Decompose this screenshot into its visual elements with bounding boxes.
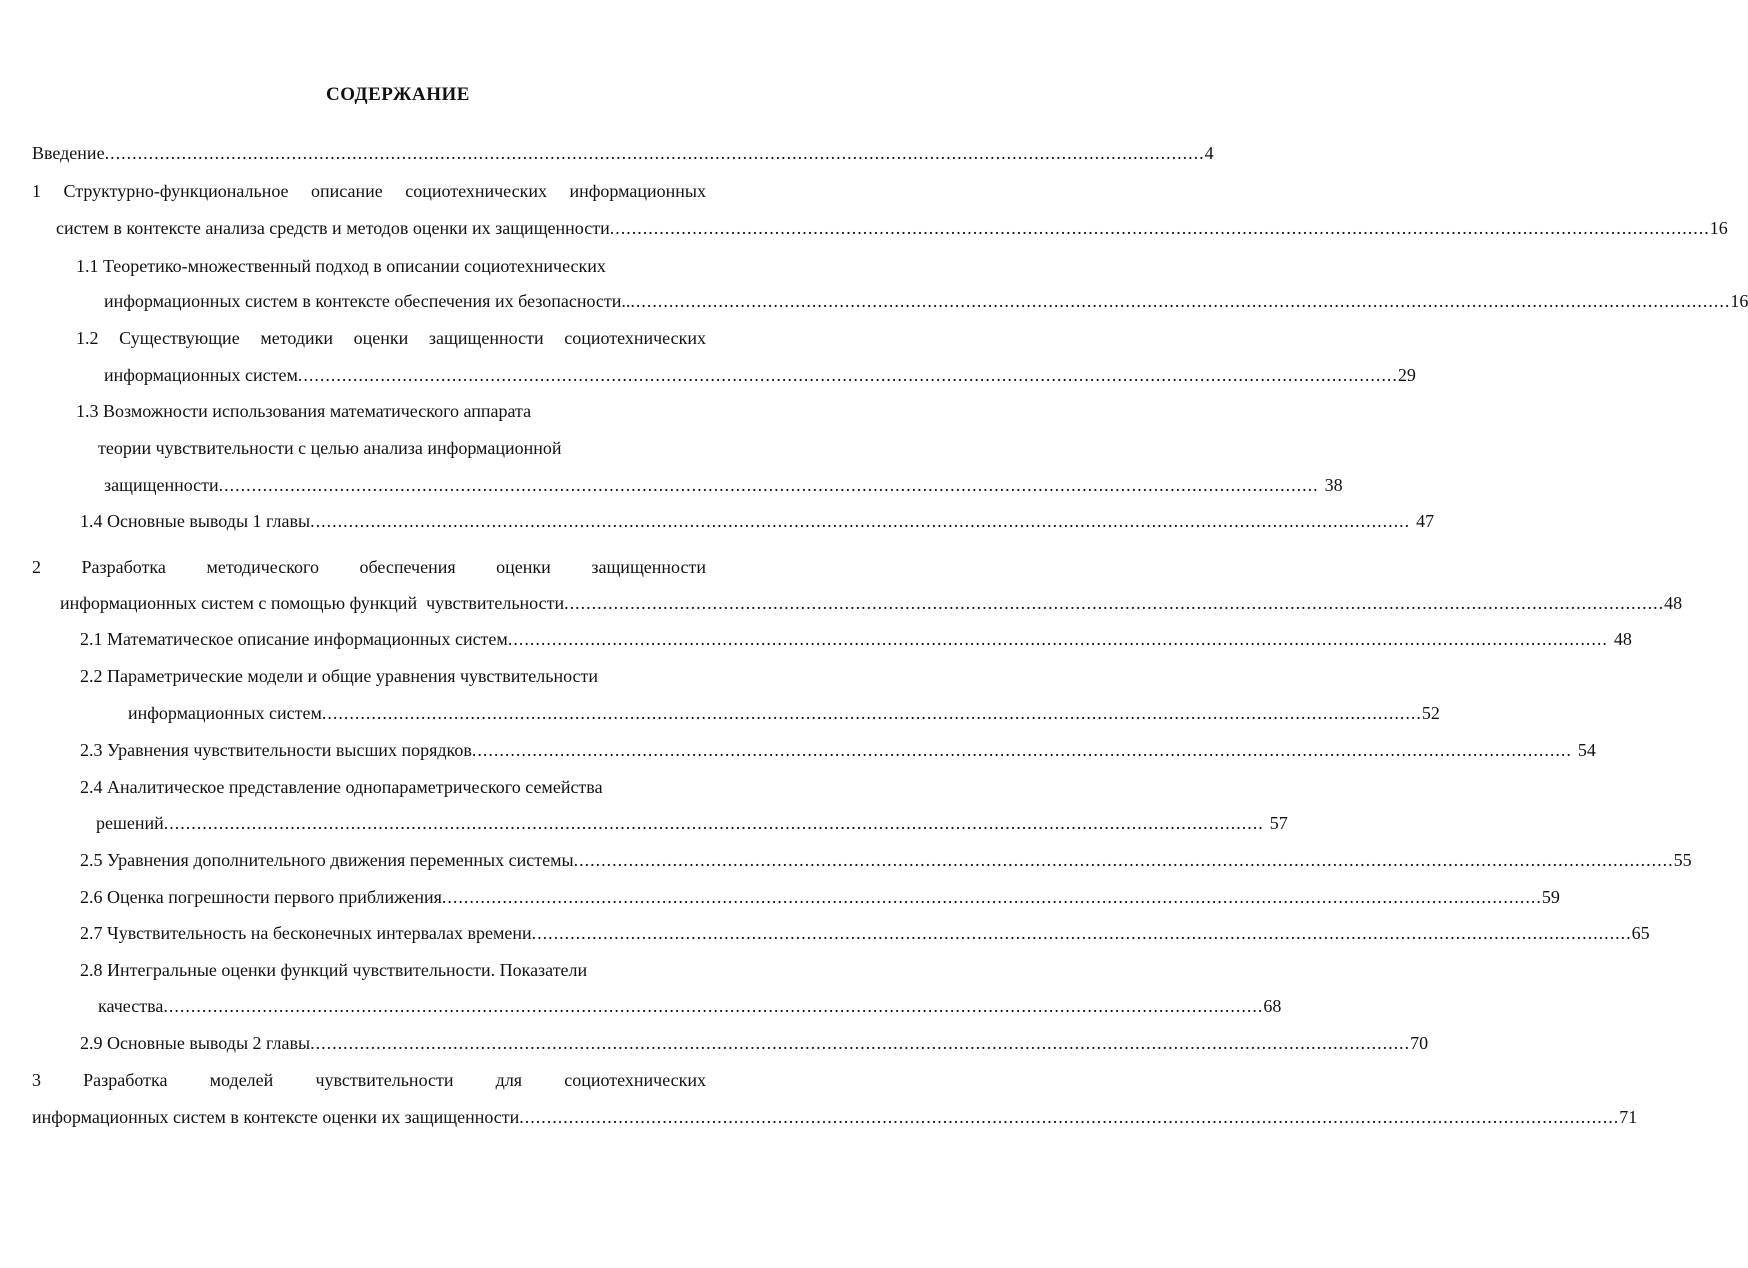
leader-dots: ........................................................................................................................................................................................................ bbox=[310, 1033, 1411, 1053]
toc-entry-text: 1.4 Основные выводы 1 главы bbox=[80, 511, 311, 531]
toc-section-1-2-line1: 1.2 Существующие методики оценки защищенности социотехнических bbox=[76, 328, 706, 348]
leader-dots: ........................................................................................................................................................................................................ bbox=[163, 813, 1264, 833]
toc-section-2-4-line1: 2.4 Аналитическое представление однопараметрического семейства bbox=[80, 777, 603, 797]
toc-entry-page: 55 bbox=[1673, 850, 1692, 870]
toc-chapter-1-line1: 1 Структурно-функциональное описание социотехнических информационных bbox=[32, 181, 706, 201]
toc-chapter-3-line1: 3 Разработка моделей чувствительности для социотехнических bbox=[32, 1070, 706, 1090]
toc-section-1-1-line2 bbox=[104, 288, 1748, 314]
toc-entry-text: информационных систем bbox=[104, 365, 298, 385]
toc-entry-intro bbox=[32, 140, 1214, 166]
toc-section-1-2-line2 bbox=[104, 362, 1416, 388]
toc-section-2-1 bbox=[80, 626, 1632, 652]
toc-entry-page: 71 bbox=[1619, 1107, 1638, 1127]
leader-dots: ........................................................................................................................................................................................................ bbox=[531, 923, 1632, 943]
toc-section-2-6 bbox=[80, 884, 1560, 910]
toc-entry-page: 47 bbox=[1416, 511, 1435, 531]
toc-section-1-1-line1: 1.1 Теоретико-множественный подход в описании социотехнических bbox=[76, 256, 606, 276]
leader-dots: ........................................................................................................................................................................................................ bbox=[297, 365, 1398, 385]
toc-entry-page: 59 bbox=[1541, 887, 1560, 907]
toc-section-1-3-line2: теории чувствительности с целью анализа информационной bbox=[98, 438, 562, 458]
leader-dots: ........................................................................................................................................................................................................ bbox=[471, 740, 1572, 760]
toc-section-2-4-line2 bbox=[96, 810, 1288, 836]
toc-entry-text: систем в контексте анализа средств и методов оценки их защищенности bbox=[56, 218, 610, 238]
toc-entry-text: решений bbox=[96, 813, 164, 833]
toc-entry-page: 29 bbox=[1397, 365, 1416, 385]
toc-section-2-8-line2 bbox=[98, 993, 1282, 1019]
leader-dots: ........................................................................................................................................................................................................ bbox=[163, 996, 1264, 1016]
leader-dots: ........................................................................................................................................................................................................ bbox=[441, 887, 1542, 907]
toc-entry-text: 2.6 Оценка погрешности первого приближения bbox=[80, 887, 442, 907]
toc-entry-text: защищенности bbox=[104, 475, 219, 495]
toc-entry-page: 70 bbox=[1410, 1033, 1429, 1053]
toc-entry-text: информационных систем в контексте обеспечения их безопасности.. bbox=[104, 291, 631, 311]
leader-dots: ........................................................................................................................................................................................................ bbox=[104, 143, 1205, 163]
toc-section-2-3 bbox=[80, 737, 1596, 763]
toc-section-2-8-line1: 2.8 Интегральные оценки функций чувствительности. Показатели bbox=[80, 960, 588, 980]
toc-section-1-4 bbox=[80, 508, 1435, 534]
toc-entry-text: 2.5 Уравнения дополнительного движения переменных системы bbox=[80, 850, 574, 870]
toc-chapter-2-line2 bbox=[60, 590, 1683, 616]
toc-entry-text: 2.7 Чувствительность на бесконечных интервалах времени bbox=[80, 923, 532, 943]
toc-section-1-3-line1: 1.3 Возможности использования математического аппарата bbox=[76, 401, 532, 421]
toc-entry-page: 38 bbox=[1324, 475, 1343, 495]
toc-entry-text: 2.1 Математическое описание информационных систем bbox=[80, 629, 508, 649]
toc-entry-page: 54 bbox=[1577, 740, 1596, 760]
toc-entry-page: 16 bbox=[1709, 218, 1728, 238]
toc-section-2-9 bbox=[80, 1030, 1429, 1056]
toc-entry-text: 2.9 Основные выводы 2 главы bbox=[80, 1033, 311, 1053]
toc-entry-page: 16 bbox=[1730, 291, 1748, 311]
toc-section-2-5 bbox=[80, 847, 1692, 873]
toc-entry-page: 52 bbox=[1421, 703, 1440, 723]
toc-section-2-7 bbox=[80, 920, 1650, 946]
leader-dots: ........................................................................................................................................................................................................ bbox=[519, 1107, 1620, 1127]
leader-dots: ........................................................................................................................................................................................................ bbox=[609, 218, 1710, 238]
page-title: СОДЕРЖАНИЕ bbox=[326, 84, 470, 105]
leader-dots: ........................................................................................................................................................................................................ bbox=[573, 850, 1674, 870]
leader-dots: ........................................................................................................................................................................................................ bbox=[564, 593, 1665, 613]
toc-entry-text: информационных систем bbox=[128, 703, 322, 723]
leader-dots: ........................................................................................................................................................................................................ bbox=[218, 475, 1319, 495]
toc-section-2-2-line2 bbox=[128, 700, 1440, 726]
leader-dots: ........................................................................................................................................................................................................ bbox=[630, 291, 1731, 311]
toc-entry-text: 2.3 Уравнения чувствительности высших порядков bbox=[80, 740, 472, 760]
toc-entry-page: 68 bbox=[1263, 996, 1282, 1016]
leader-dots: ........................................................................................................................................................................................................ bbox=[310, 511, 1411, 531]
leader-dots: ........................................................................................................................................................................................................ bbox=[321, 703, 1422, 723]
toc-chapter-3-line2 bbox=[32, 1104, 1638, 1130]
toc-entry-page: 65 bbox=[1631, 923, 1650, 943]
toc-entry-text: качества bbox=[98, 996, 164, 1016]
leader-dots: ........................................................................................................................................................................................................ bbox=[507, 629, 1608, 649]
toc-section-2-2-line1: 2.2 Параметрические модели и общие уравнения чувствительности bbox=[80, 666, 599, 686]
toc-chapter-2-line1: 2 Разработка методического обеспечения оценки защищенности bbox=[32, 557, 706, 577]
toc-section-1-3-line3 bbox=[104, 472, 1343, 498]
toc-entry-text: информационных систем с помощью функций чувствительности bbox=[60, 593, 565, 613]
toc-entry-text: Введение bbox=[32, 143, 105, 163]
toc-chapter-1-line2 bbox=[56, 215, 1728, 241]
toc-entry-page: 4 bbox=[1204, 143, 1214, 163]
toc-entry-page: 48 bbox=[1664, 593, 1683, 613]
toc-entry-page: 57 bbox=[1269, 813, 1288, 833]
toc-entry-page: 48 bbox=[1613, 629, 1632, 649]
toc-entry-text: информационных систем в контексте оценки их защищенности bbox=[32, 1107, 520, 1127]
